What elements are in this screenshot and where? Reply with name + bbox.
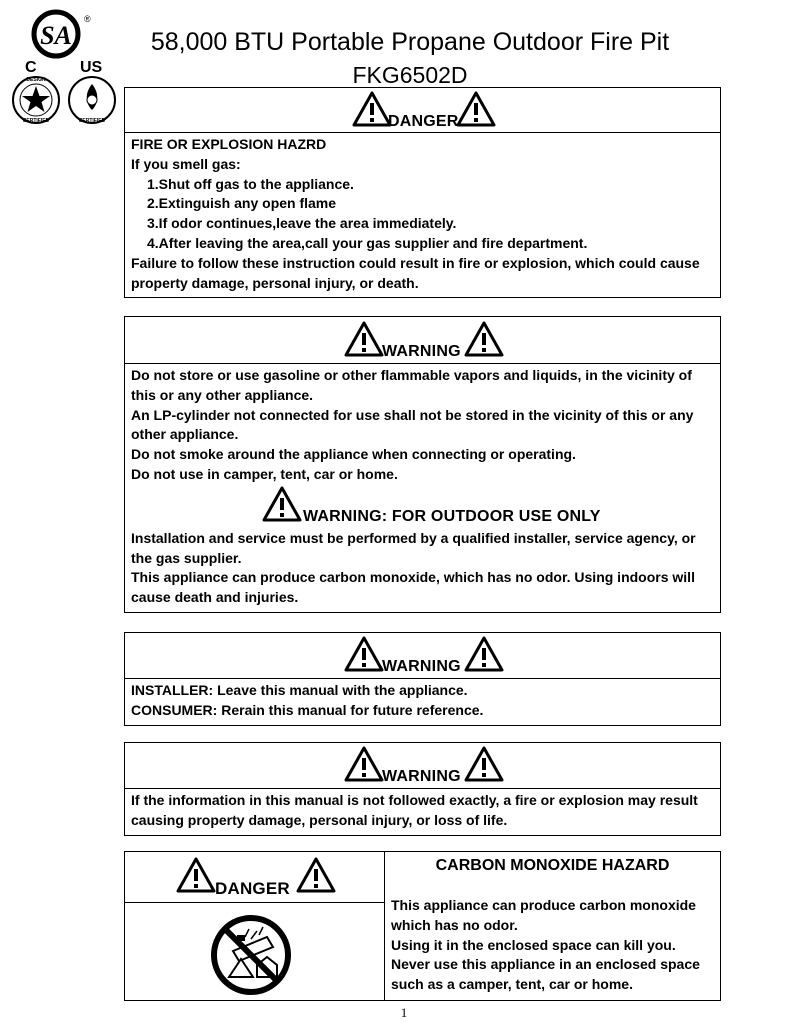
outdoor-warning-label: WARNING: FOR OUTDOOR USE ONLY bbox=[303, 507, 601, 525]
certified-flame-seal bbox=[69, 77, 115, 124]
warning-triangle-icon bbox=[343, 745, 385, 783]
svg-text:SA: SA bbox=[40, 21, 72, 50]
hazard-footer: Failure to follow these instruction could result in fire or explosion, which could cause property damage, personal injury, or death. bbox=[131, 254, 700, 291]
warning-triangle-icon bbox=[455, 90, 497, 128]
co-danger-panel bbox=[125, 852, 385, 1000]
warning-triangle-icon bbox=[351, 90, 393, 128]
warning-triangle-icon bbox=[463, 320, 505, 358]
co-line: Using it in the enclosed space can kill you. bbox=[391, 936, 676, 953]
page-number: 1 bbox=[400, 1005, 408, 1020]
warning-box-1 bbox=[124, 316, 721, 613]
warning-line: CONSUMER: Rerain this manual for future reference. bbox=[131, 701, 484, 718]
co-danger-label: DANGER bbox=[215, 879, 290, 898]
danger-box bbox=[124, 87, 721, 298]
warning-triangle-icon bbox=[175, 856, 217, 894]
co-hazard-title: CARBON MONOXIDE HAZARD bbox=[435, 857, 670, 874]
step-item: 3.If odor continues,leave the area immediately. bbox=[147, 215, 457, 232]
warning-label: WARNING bbox=[382, 658, 461, 675]
warning-header bbox=[125, 743, 720, 789]
warning-line: INSTALLER: Leave this manual with the appliance. bbox=[131, 682, 468, 698]
co-line: This appliance can produce carbon monoxide which has no odor. bbox=[391, 897, 696, 933]
no-indoor-use-icon bbox=[207, 913, 295, 997]
warning-line: An LP-cylinder not connected for use shall not be stored in the vicinity of this or any other appliance. bbox=[131, 406, 694, 443]
certification-logos bbox=[0, 0, 130, 130]
csa-logo bbox=[25, 12, 103, 76]
warning-triangle-icon bbox=[343, 635, 385, 673]
warning-line: This appliance can produce carbon monoxide, which has no odor. Using indoors will cause death and injuries. bbox=[131, 569, 695, 606]
warning-label: WARNING bbox=[382, 343, 461, 360]
warning-line: If the information in this manual is not followed exactly, a fire or explosion may result causing property damage, personal injury, or loss of life. bbox=[131, 792, 698, 828]
warning-triangle-icon bbox=[463, 745, 505, 783]
step-item: 4.After leaving the area,call your gas supplier and fire department. bbox=[147, 234, 588, 251]
co-danger-header bbox=[125, 852, 384, 903]
svg-text:US: US bbox=[80, 59, 103, 76]
warning-line: Do not use in camper, tent, car or home. bbox=[131, 465, 398, 482]
hazard-subheading: If you smell gas: bbox=[131, 155, 241, 172]
hazard-heading: FIRE OR EXPLOSION HAZRD bbox=[131, 136, 327, 152]
warning-line: Do not smoke around the appliance when connecting or operating. bbox=[131, 446, 576, 463]
svg-text:CERTIFIED: CERTIFIED bbox=[22, 118, 50, 124]
danger-label: DANGER bbox=[388, 113, 459, 130]
warning-line: Do not store or use gasoline or other flammable vapors and liquids, in the vicinity of this or any other appliance. bbox=[131, 367, 692, 403]
warning-box-3 bbox=[124, 742, 721, 836]
warning-label: WARNING bbox=[382, 768, 461, 785]
warning-line: Installation and service must be performed by a qualified installer, service agency, or the gas supplier. bbox=[131, 529, 696, 566]
warning-header bbox=[125, 633, 720, 679]
danger-body bbox=[125, 133, 720, 297]
warning-triangle-icon bbox=[261, 485, 303, 523]
warning-triangle-icon bbox=[295, 856, 337, 894]
design-certified-star-seal bbox=[13, 77, 59, 124]
svg-text:CERTIFIED: CERTIFIED bbox=[78, 118, 106, 124]
co-hazard-text bbox=[391, 896, 716, 995]
outdoor-use-warning bbox=[131, 485, 714, 529]
svg-text:DESIGN: DESIGN bbox=[26, 77, 46, 83]
co-info-panel bbox=[385, 852, 720, 1000]
carbon-monoxide-box bbox=[124, 851, 721, 1001]
step-item: 2.Extinguish any open flame bbox=[147, 195, 337, 212]
step-item: 1.Shut off gas to the appliance. bbox=[147, 175, 354, 192]
svg-text:®: ® bbox=[84, 14, 91, 24]
warning-triangle-icon bbox=[463, 635, 505, 673]
warning-body bbox=[125, 789, 720, 835]
warning-body bbox=[125, 364, 720, 612]
warning-box-2 bbox=[124, 632, 721, 726]
warning-header bbox=[125, 317, 720, 364]
svg-text:C: C bbox=[25, 59, 37, 76]
co-line: Never use this appliance in an enclosed space such as a camper, tent, car or home. bbox=[391, 956, 700, 993]
document-title: 58,000 BTU Portable Propane Outdoor Fire Pit bbox=[150, 28, 670, 56]
warning-body bbox=[125, 679, 720, 725]
model-number: FKG6502D bbox=[352, 62, 468, 88]
danger-header bbox=[125, 88, 720, 133]
warning-triangle-icon bbox=[343, 320, 385, 358]
